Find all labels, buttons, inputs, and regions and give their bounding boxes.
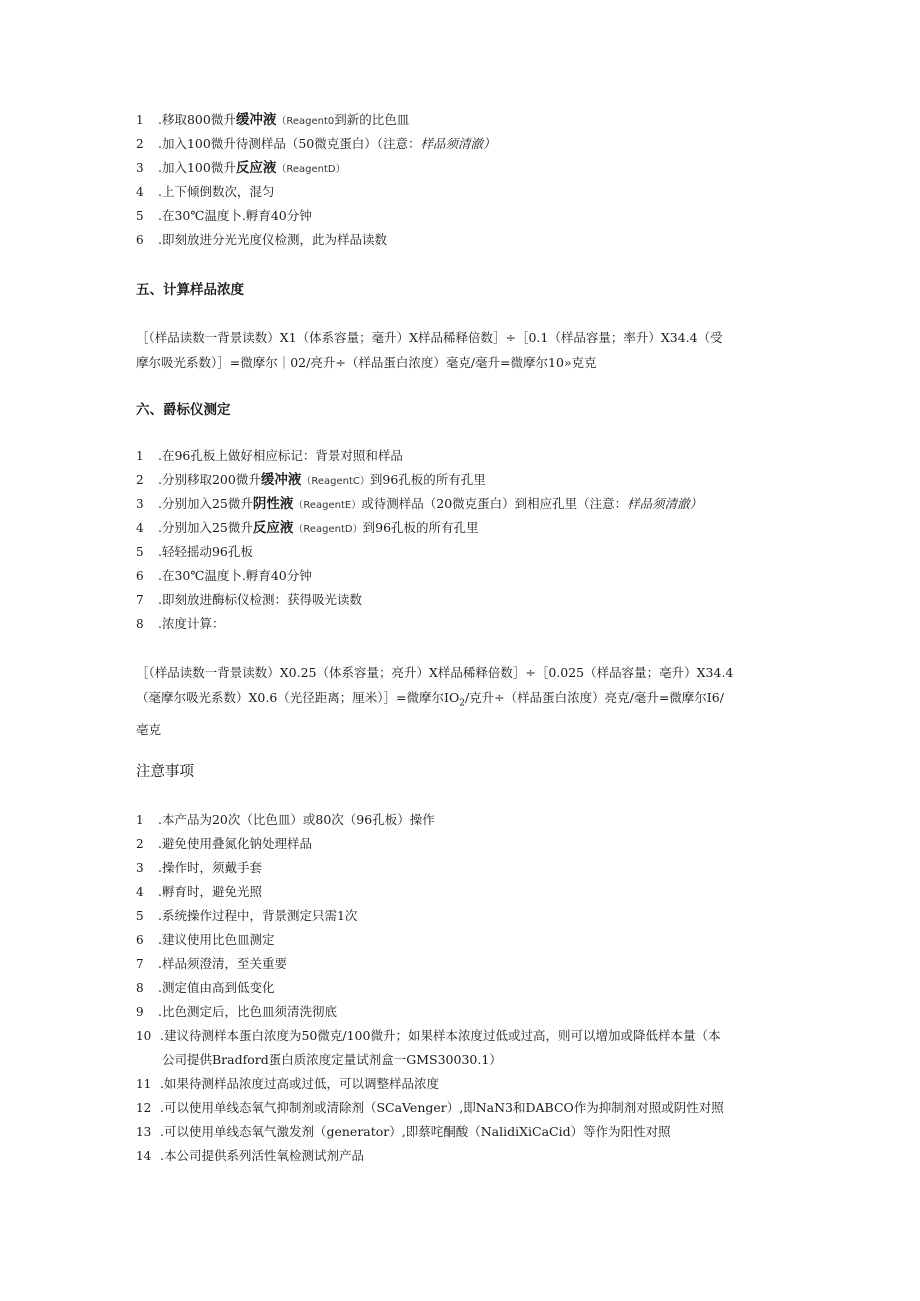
item-text: .建议待测样本蛋白浓度为50微克/100微升；如果样本浓度过低或过高，则可以增加或降低样本量（本: [160, 1028, 721, 1043]
item-number: 1: [136, 113, 144, 127]
item-text: .即刻放进分光光度仪检测，此为样品读数: [158, 232, 387, 247]
item-text: .测定值由高到低变化: [158, 980, 275, 995]
list-item: [136, 180, 496, 204]
item-text: .孵育时，避免光照: [158, 884, 262, 899]
item-text: .避免使用叠氮化钠处理样品: [158, 836, 312, 851]
list-item: [136, 588, 702, 612]
item-text-post: 或待测样品（20微克蛋白）到相应孔里（注意：: [361, 496, 628, 511]
list-item: [136, 1120, 724, 1144]
item-text: .移取800微升: [158, 112, 236, 127]
item-text: .可以使用单线态氧气激发剂（generator）,即蔡咤酮酸（NalidiXiCaCid）等作为阳性对照: [160, 1124, 671, 1139]
item-number: 6: [136, 569, 144, 583]
item-number: 10: [136, 1029, 152, 1043]
list-item: [136, 832, 724, 856]
item-text: .在30℃温度卜.孵育40分钟: [158, 568, 312, 583]
item-number: 5: [136, 209, 144, 223]
item-italic-text: 样品须清澈）: [420, 136, 496, 151]
section-heading-plate-reader: 六、爵标仪测定: [136, 402, 231, 418]
item-text: .可以使用单线态氧气抑制剂或清除剂（SCaVenger）,即NaN3和DABCO作为抑制剂对照或阴性对照: [160, 1100, 724, 1115]
item-text-post: 到96孔板的所有孔里: [369, 472, 486, 487]
item-number: 6: [136, 233, 144, 247]
list-item: [136, 156, 496, 180]
formula-plate: [136, 660, 786, 742]
item-text: .浓度计算：: [158, 616, 225, 631]
item-italic-text: 样品须清澈）: [627, 496, 703, 511]
item-bold-text: 反应液: [235, 160, 277, 176]
item-bold-text: 反应液: [252, 520, 294, 536]
list-item: [136, 952, 724, 976]
list-item: [136, 564, 702, 588]
formula-subscript: 2: [459, 698, 465, 709]
item-bold-text: 阴性液: [252, 496, 294, 512]
item-number: 4: [136, 185, 144, 199]
list-item: [136, 808, 724, 832]
list-item: [136, 492, 702, 516]
item-number: 2: [136, 837, 144, 851]
item-bold-text: 缓冲液: [235, 112, 277, 128]
item-number: 13: [136, 1125, 152, 1139]
item-reagent: （ReagentE）: [293, 500, 362, 511]
item-text: .在96孔板上做好相应标记：背景对照和样品: [158, 448, 403, 463]
item-number: 4: [136, 885, 144, 899]
list-item: [136, 928, 724, 952]
section-heading-notes: 注意事项: [136, 764, 194, 780]
item-text: .本公司提供系列活性氧检测试剂产品: [160, 1148, 364, 1163]
item-bold-text: 缓冲液: [260, 472, 302, 488]
item-text: .样品须澄清，至关重要: [158, 956, 287, 971]
item-number: 1: [136, 449, 144, 463]
list-item: [136, 1024, 724, 1048]
notes-list: [136, 808, 724, 1168]
item-text: .加入100微升: [158, 160, 236, 175]
list-item: [136, 228, 496, 252]
item-text: .加入100微升待测样品（50微克蛋白）（注意：: [158, 136, 421, 151]
item-text: .系统操作过程中，背景测定只需1次: [158, 908, 358, 923]
item-number: 3: [136, 497, 144, 511]
list-item: [136, 540, 702, 564]
item-text: .如果待测样品浓度过高或过低，可以调整样品浓度: [160, 1076, 439, 1091]
formula-line: ［（样品读数一背景读数）X1（体系容量；毫升）X样品稀释倍数］÷［0.1（样品容量；率升）X34.4（受: [136, 330, 723, 345]
formula-part: （毫摩尔吸光系数）X0.6（光径距离；厘米）］=微摩尔IO: [136, 690, 460, 705]
list-item: [136, 1144, 724, 1168]
formula-line: [136, 685, 786, 717]
item-number: 8: [136, 981, 144, 995]
item-text: .分别移取200微升: [158, 472, 261, 487]
item-number: 7: [136, 957, 144, 971]
item-number: 9: [136, 1005, 144, 1019]
list-item: [136, 204, 496, 228]
item-text: .轻轻摇动96孔板: [158, 544, 253, 559]
formula-line: 摩尔吸光系数）］=微摩尔｜02/亮升÷（样品蛋白浓度）毫克/毫升=微摩尔10»克克: [136, 355, 597, 370]
item-text-continuation: 公司提供Bradford蛋白质浓度定量试剂盒一GMS30030.1）: [162, 1052, 502, 1067]
item-text: .操作时，须戴手套: [158, 860, 262, 875]
item-text: .比色测定后，比色皿须清洗彻底: [158, 1004, 337, 1019]
item-text-post: 到96孔板的所有孔里: [362, 520, 479, 535]
item-number: 1: [136, 813, 144, 827]
list-item: [136, 444, 702, 468]
item-text-post: 到新的比色皿: [334, 112, 410, 127]
list-item-continuation: [136, 1048, 724, 1072]
item-number: 3: [136, 161, 144, 175]
item-number: 3: [136, 861, 144, 875]
list-item: [136, 904, 724, 928]
item-number: 5: [136, 545, 144, 559]
formula-line: ［（样品读数一背景读数）X0.25（体系容量；亮升）X样品稀释倍数］÷［0.025（样品容量；亳升）X34.4: [136, 665, 734, 680]
item-reagent: （ReagentD）: [276, 164, 346, 175]
item-reagent: （Reagent0: [276, 116, 335, 127]
item-reagent: （ReagentD）: [293, 524, 363, 535]
formula-line: 亳克: [136, 721, 162, 737]
item-text: .建议使用比色皿测定: [158, 932, 275, 947]
list-item: [136, 1000, 724, 1024]
item-number: 11: [136, 1077, 152, 1091]
item-number: 12: [136, 1101, 152, 1115]
item-number: 8: [136, 617, 144, 631]
list-item: [136, 132, 496, 156]
item-number: 5: [136, 909, 144, 923]
cuvette-procedure-list: [136, 108, 496, 252]
item-number: 14: [136, 1149, 152, 1163]
list-item: [136, 856, 724, 880]
list-item: [136, 976, 724, 1000]
formula-part: /克升÷（样品蛋白浓度）亮克/毫升=微摩尔I6/: [464, 690, 724, 705]
list-item: [136, 612, 702, 636]
list-item: [136, 108, 496, 132]
item-reagent: （ReagentC）: [301, 476, 370, 487]
item-number: 2: [136, 473, 144, 487]
item-number: 7: [136, 593, 144, 607]
section-heading-calculate: 五、计算样品浓度: [136, 282, 244, 298]
item-text: .即刻放进酶标仪检测：获得吸光读数: [158, 592, 362, 607]
item-text: .本产品为20次（比色皿）或80次（96孔板）操作: [158, 812, 435, 827]
list-item: [136, 1072, 724, 1096]
item-text: .上下倾倒数次，混匀: [158, 184, 275, 199]
item-text: .在30℃温度卜.孵育40分钟: [158, 208, 312, 223]
list-item: [136, 468, 702, 492]
formula-calculate: [136, 325, 786, 375]
item-number: 4: [136, 521, 144, 535]
list-item: [136, 880, 724, 904]
list-item: [136, 516, 702, 540]
list-item: [136, 1096, 724, 1120]
item-text: .分别加入25微升: [158, 496, 253, 511]
item-number: 2: [136, 137, 144, 151]
item-text: .分别加入25微升: [158, 520, 253, 535]
plate-procedure-list: [136, 444, 702, 636]
item-number: 6: [136, 933, 144, 947]
